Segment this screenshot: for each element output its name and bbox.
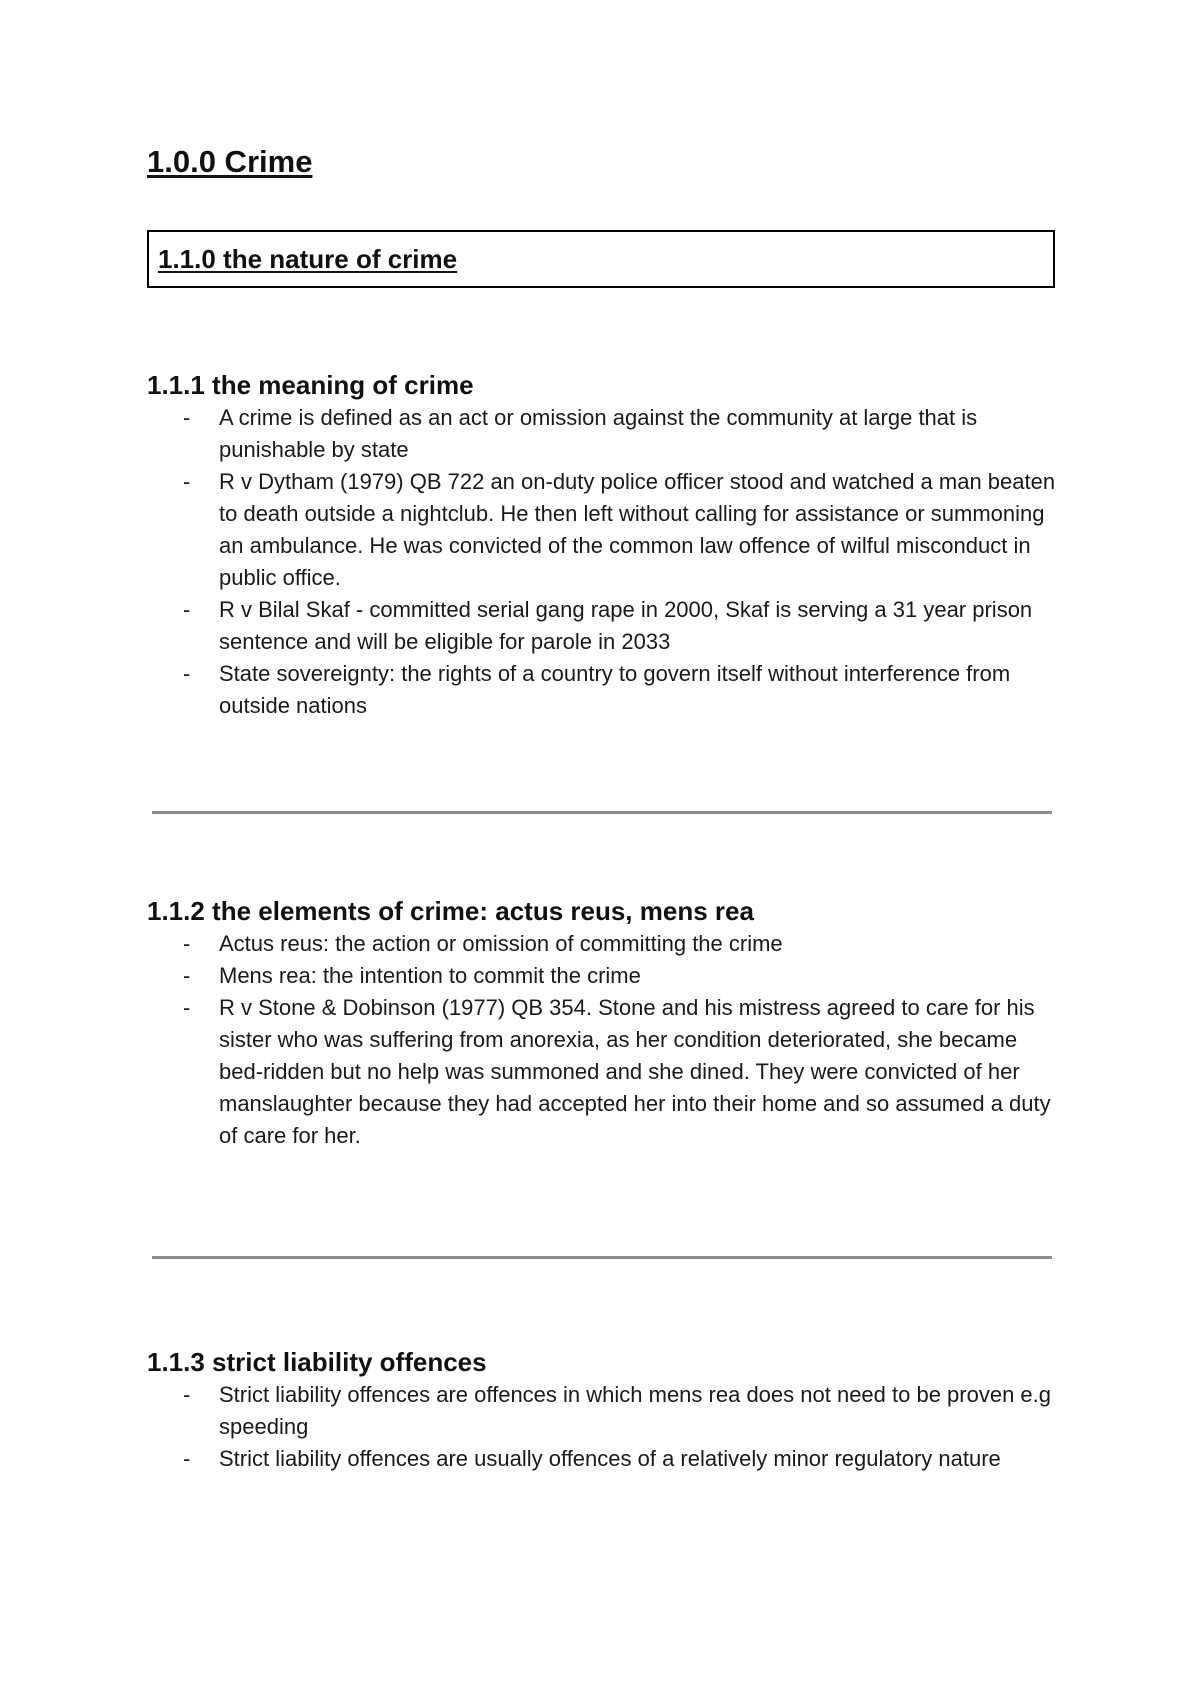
list-item [147,466,1067,594]
bullet-dash: - [183,995,191,1020]
list-item [147,658,1067,722]
bullet-dash: - [183,963,191,988]
bullet-dash: - [183,1446,191,1471]
subsection-heading: 1.1.1 the meaning of crime [147,370,474,400]
bullet-text: Strict liability offences are usually offences of a relatively minor regulatory nature [219,1446,1001,1471]
list-item [147,992,1067,1152]
bullet-dash: - [183,661,191,686]
list-item [147,960,1067,992]
bullet-dash: - [183,931,191,956]
list-item [147,1379,1067,1443]
bullet-text: Strict liability offences are offences in which mens rea does not need to be proven e.g speeding [219,1382,1052,1439]
section-divider [152,811,1052,814]
list-item [147,594,1067,658]
bullet-text: R v Stone & Dobinson (1977) QB 354. Stone and his mistress agreed to care for his sister who was suffering from anorexia, as her condition deteriorated, she became bed-ridden but no help was summoned and she dined. They were convicted of her manslaughter because they had accepted her into their home and so assumed a duty of care for her. [219,995,1051,1148]
subsection-meaning-of-crime [147,368,1067,722]
bullet-dash: - [183,1382,191,1407]
bullet-text: Mens rea: the intention to commit the crime [219,963,641,988]
bullet-dash: - [183,597,191,622]
bullet-list [147,1379,1067,1475]
bullet-text: A crime is defined as an act or omission against the community at large that is punishable by state [219,405,978,462]
bullet-dash: - [183,405,191,430]
page-title: 1.0.0 Crime [147,144,313,179]
list-item [147,402,1067,466]
list-item [147,928,1067,960]
subsection-heading: 1.1.2 the elements of crime: actus reus, mens rea [147,896,754,926]
bullet-list [147,928,1067,1152]
subsection-heading: 1.1.3 strict liability offences [147,1347,487,1377]
bullet-dash: - [183,469,191,494]
section-divider [152,1256,1052,1259]
bullet-text: State sovereignty: the rights of a country to govern itself without interference from outside nations [219,661,1011,718]
bullet-text: Actus reus: the action or omission of committing the crime [219,931,783,956]
subsection-elements-of-crime [147,894,1067,1152]
bullet-text: R v Dytham (1979) QB 722 an on-duty police officer stood and watched a man beaten to death outside a nightclub. He then left without calling for assistance or summoning an ambulance. He was convicted of the common law offence of wilful misconduct in public office. [219,469,1056,590]
section-heading: 1.1.0 the nature of crime [158,244,458,274]
bullet-text: R v Bilal Skaf - committed serial gang rape in 2000, Skaf is serving a 31 year prison sentence and will be eligible for parole in 2033 [219,597,1033,654]
bullet-list [147,402,1067,722]
subsection-strict-liability [147,1345,1067,1475]
section-heading-box [147,230,1055,288]
list-item [147,1443,1067,1475]
